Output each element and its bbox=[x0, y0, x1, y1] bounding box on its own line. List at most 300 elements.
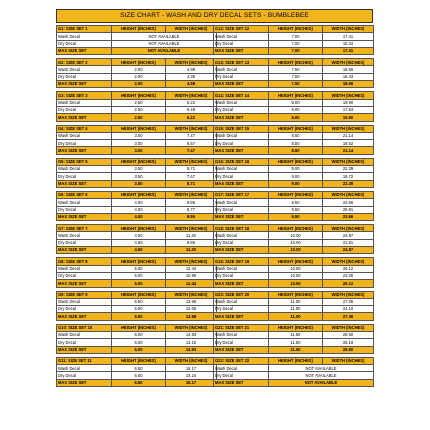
row-label: Dry Decal bbox=[214, 306, 269, 313]
width-value: 26.12 bbox=[323, 280, 374, 287]
height-value: 4.50 bbox=[112, 239, 166, 246]
size-set-name: G6: SIZE SET 6 bbox=[57, 191, 112, 198]
height-value: 5.00 bbox=[112, 265, 166, 272]
width-value: 18.62 bbox=[323, 140, 374, 147]
width-value: 7.47 bbox=[166, 147, 217, 154]
height-value: 9.50 bbox=[269, 213, 323, 220]
size-set-name: G19: SIZE SET 19 bbox=[214, 258, 269, 265]
row-label: Dry Decal bbox=[214, 372, 269, 379]
width-value: 28.60 bbox=[323, 331, 374, 338]
height-value: 7.00 bbox=[269, 40, 323, 47]
size-set-name: G1: SIZE SET 1 bbox=[57, 26, 112, 33]
row-label: Dry Decal bbox=[57, 206, 112, 213]
dry-decal-row bbox=[57, 106, 217, 113]
row-label: Wash Decal bbox=[214, 265, 269, 272]
size-set-name: G17: SIZE SET 17 bbox=[214, 191, 269, 198]
height-value: 6.50 bbox=[112, 379, 166, 386]
width-value: 27.36 bbox=[323, 313, 374, 320]
row-label: Dry Decal bbox=[57, 239, 112, 246]
row-label: Dry Decal bbox=[214, 339, 269, 346]
width-column-header: WIDTH (INCHES) bbox=[166, 59, 217, 66]
width-value: 19.90 bbox=[323, 114, 374, 121]
row-label: Wash Decal bbox=[57, 265, 112, 272]
row-label: Wash Decal bbox=[57, 166, 112, 173]
width-value: 18.66 bbox=[323, 81, 374, 88]
row-label: Dry Decal bbox=[214, 173, 269, 180]
row-label: MAX SIZE SET bbox=[57, 346, 112, 353]
max-size-row bbox=[57, 47, 217, 54]
width-column-header: WIDTH (INCHES) bbox=[166, 92, 217, 99]
width-value: 26.12 bbox=[323, 265, 374, 272]
row-label: Dry Decal bbox=[57, 272, 112, 279]
width-value: 16.17 bbox=[166, 365, 217, 372]
width-value: 5.48 bbox=[166, 106, 217, 113]
height-column-header: HEIGHT (INCHES) bbox=[269, 258, 323, 265]
width-value: 17.41 bbox=[323, 47, 374, 54]
height-value: 2.00 bbox=[112, 81, 166, 88]
size-set-header-row bbox=[214, 357, 374, 364]
height-column-header: HEIGHT (INCHES) bbox=[112, 92, 166, 99]
row-label: Wash Decal bbox=[57, 33, 112, 40]
width-value: 6.22 bbox=[166, 114, 217, 121]
max-size-row bbox=[214, 247, 374, 254]
width-value: 21.14 bbox=[323, 132, 374, 139]
size-set-table bbox=[56, 257, 217, 287]
width-column-header: WIDTH (INCHES) bbox=[166, 158, 217, 165]
size-set-table bbox=[56, 91, 217, 121]
row-label: Wash Decal bbox=[57, 199, 112, 206]
right-column bbox=[213, 25, 368, 390]
height-value: 4.50 bbox=[112, 232, 166, 239]
width-column-header: WIDTH (INCHES) bbox=[166, 291, 217, 298]
size-chart-sheet bbox=[56, 9, 373, 429]
row-label: Wash Decal bbox=[57, 365, 112, 372]
max-size-row bbox=[57, 213, 217, 220]
height-value: 10.50 bbox=[269, 272, 323, 279]
width-value: 13.68 bbox=[166, 298, 217, 305]
size-set-name: G5: SIZE SET 5 bbox=[57, 158, 112, 165]
dry-decal-row bbox=[214, 106, 374, 113]
height-value: 9.00 bbox=[269, 180, 323, 187]
row-label: Dry Decal bbox=[57, 40, 112, 47]
row-label: MAX SIZE SET bbox=[57, 180, 112, 187]
height-value: 2.00 bbox=[112, 66, 166, 73]
width-column-header: WIDTH (INCHES) bbox=[323, 225, 374, 232]
size-set-table bbox=[56, 125, 217, 155]
wash-decal-row bbox=[214, 298, 374, 305]
row-label: Dry Decal bbox=[57, 372, 112, 379]
row-label: Wash Decal bbox=[57, 331, 112, 338]
page-title: SIZE CHART - WASH AND DRY DECAL SETS - BUMBLEBEE bbox=[56, 9, 373, 23]
width-value: 27.36 bbox=[323, 298, 374, 305]
height-column-header: HEIGHT (INCHES) bbox=[269, 92, 323, 99]
width-value: 15.34 bbox=[323, 40, 374, 47]
dry-decal-row bbox=[214, 239, 374, 246]
width-value: 4.98 bbox=[166, 66, 217, 73]
width-column-header: WIDTH (INCHES) bbox=[166, 357, 217, 364]
height-value: 11.50 bbox=[269, 346, 323, 353]
size-set-header-row bbox=[214, 225, 374, 232]
max-size-row bbox=[214, 114, 374, 121]
wash-decal-row bbox=[214, 132, 374, 139]
size-set-table bbox=[213, 291, 374, 321]
row-label: Wash Decal bbox=[214, 99, 269, 106]
dry-decal-row bbox=[57, 239, 217, 246]
height-value: 11.00 bbox=[269, 306, 323, 313]
max-size-row bbox=[214, 313, 374, 320]
row-label: Dry Decal bbox=[214, 73, 269, 80]
height-column-header: HEIGHT (INCHES) bbox=[269, 191, 323, 198]
size-set-header-row bbox=[214, 125, 374, 132]
height-value: 3.00 bbox=[112, 147, 166, 154]
row-label: Wash Decal bbox=[214, 331, 269, 338]
size-set-header-row bbox=[214, 59, 374, 66]
height-value: 7.00 bbox=[269, 47, 323, 54]
row-label: MAX SIZE SET bbox=[214, 147, 269, 154]
width-value: 14.93 bbox=[166, 346, 217, 353]
row-label: Dry Decal bbox=[214, 106, 269, 113]
row-label: Wash Decal bbox=[214, 298, 269, 305]
size-set-table bbox=[213, 25, 374, 55]
max-size-row bbox=[57, 280, 217, 287]
dry-decal-row bbox=[214, 372, 374, 379]
width-value: 17.53 bbox=[323, 106, 374, 113]
wash-decal-row bbox=[214, 199, 374, 206]
wash-decal-row bbox=[57, 232, 217, 239]
size-set-header-row bbox=[57, 357, 217, 364]
row-label: Dry Decal bbox=[57, 173, 112, 180]
size-set-header-row bbox=[57, 26, 217, 33]
width-column-header: WIDTH (INCHES) bbox=[166, 324, 217, 331]
max-size-row bbox=[214, 147, 374, 154]
height-value: 6.00 bbox=[112, 339, 166, 346]
height-column-header: HEIGHT (INCHES) bbox=[112, 191, 166, 198]
height-column-header: HEIGHT (INCHES) bbox=[112, 291, 166, 298]
dry-decal-row bbox=[214, 40, 374, 47]
max-size-row bbox=[214, 180, 374, 187]
width-column-header: WIDTH (INCHES) bbox=[323, 357, 374, 364]
height-value: 11.50 bbox=[269, 331, 323, 338]
dry-decal-row bbox=[57, 306, 217, 313]
height-value: 2.00 bbox=[112, 73, 166, 80]
row-label: MAX SIZE SET bbox=[214, 379, 269, 386]
size-set-header-row bbox=[57, 225, 217, 232]
size-set-header-row bbox=[57, 158, 217, 165]
width-value: 8.71 bbox=[166, 166, 217, 173]
max-size-row bbox=[214, 280, 374, 287]
dry-decal-row bbox=[57, 40, 217, 47]
size-set-name: G11: SIZE SET 11 bbox=[57, 357, 112, 364]
row-label: MAX SIZE SET bbox=[214, 280, 269, 287]
width-column-header: WIDTH (INCHES) bbox=[323, 158, 374, 165]
max-size-row bbox=[57, 180, 217, 187]
max-size-row bbox=[214, 47, 374, 54]
width-column-header: WIDTH (INCHES) bbox=[323, 258, 374, 265]
row-label: MAX SIZE SET bbox=[57, 114, 112, 121]
height-value: 3.00 bbox=[112, 132, 166, 139]
width-value: 12.05 bbox=[166, 306, 217, 313]
size-set-name: G12: SIZE SET 12 bbox=[214, 26, 269, 33]
row-label: Dry Decal bbox=[214, 140, 269, 147]
height-value: 6.50 bbox=[112, 365, 166, 372]
height-value: 9.00 bbox=[269, 166, 323, 173]
size-set-table bbox=[56, 158, 217, 188]
width-column-header: WIDTH (INCHES) bbox=[323, 92, 374, 99]
size-set-header-row bbox=[214, 258, 374, 265]
size-set-name: G14: SIZE SET 14 bbox=[214, 92, 269, 99]
height-value: 5.50 bbox=[112, 313, 166, 320]
max-size-row bbox=[57, 81, 217, 88]
size-set-name: G2: SIZE SET 2 bbox=[57, 59, 112, 66]
max-size-row bbox=[57, 147, 217, 154]
wash-decal-row bbox=[214, 33, 374, 40]
width-value: 6.22 bbox=[166, 99, 217, 106]
wash-decal-row bbox=[214, 265, 374, 272]
not-available-cell: NOT AVAILABLE bbox=[112, 40, 217, 47]
height-value: 9.50 bbox=[269, 206, 323, 213]
width-value: 7.67 bbox=[166, 173, 217, 180]
height-value: 4.00 bbox=[112, 213, 166, 220]
row-label: MAX SIZE SET bbox=[57, 213, 112, 220]
width-value: 11.20 bbox=[166, 232, 217, 239]
width-value: 28.60 bbox=[323, 346, 374, 353]
height-value: 11.50 bbox=[269, 339, 323, 346]
height-column-header: HEIGHT (INCHES) bbox=[269, 324, 323, 331]
row-label: MAX SIZE SET bbox=[214, 213, 269, 220]
size-set-table bbox=[213, 257, 374, 287]
size-set-name: G13: SIZE SET 13 bbox=[214, 59, 269, 66]
width-column-header: WIDTH (INCHES) bbox=[323, 26, 374, 33]
width-value: 10.96 bbox=[166, 272, 217, 279]
wash-decal-row bbox=[57, 33, 217, 40]
height-value: 9.50 bbox=[269, 199, 323, 206]
row-label: Wash Decal bbox=[57, 66, 112, 73]
size-set-table bbox=[213, 58, 374, 88]
size-set-table bbox=[56, 191, 217, 221]
size-set-name: G7: SIZE SET 7 bbox=[57, 225, 112, 232]
row-label: MAX SIZE SET bbox=[57, 313, 112, 320]
height-value: 8.00 bbox=[269, 114, 323, 121]
height-value: 5.50 bbox=[112, 298, 166, 305]
row-label: Dry Decal bbox=[57, 339, 112, 346]
row-label: Wash Decal bbox=[57, 298, 112, 305]
row-label: Dry Decal bbox=[214, 272, 269, 279]
size-set-header-row bbox=[57, 291, 217, 298]
height-value: 5.00 bbox=[112, 272, 166, 279]
width-value: 8.77 bbox=[166, 206, 217, 213]
size-set-table bbox=[56, 291, 217, 321]
height-value: 8.00 bbox=[269, 99, 323, 106]
not-available-cell: NOT AVAILABLE bbox=[269, 379, 374, 386]
height-value: 4.50 bbox=[112, 247, 166, 254]
height-value: 10.50 bbox=[269, 265, 323, 272]
dry-decal-row bbox=[214, 306, 374, 313]
width-value: 21.14 bbox=[323, 147, 374, 154]
wash-decal-row bbox=[57, 66, 217, 73]
row-label: MAX SIZE SET bbox=[214, 346, 269, 353]
wash-decal-row bbox=[214, 331, 374, 338]
width-value: 12.44 bbox=[166, 280, 217, 287]
size-set-header-row bbox=[214, 191, 374, 198]
width-column-header: WIDTH (INCHES) bbox=[323, 191, 374, 198]
width-value: 16.43 bbox=[323, 73, 374, 80]
height-column-header: HEIGHT (INCHES) bbox=[112, 225, 166, 232]
height-value: 6.00 bbox=[112, 346, 166, 353]
height-value: 6.50 bbox=[112, 372, 166, 379]
size-set-table bbox=[56, 25, 217, 55]
width-value: 9.95 bbox=[166, 213, 217, 220]
height-value: 9.00 bbox=[269, 173, 323, 180]
height-value: 8.50 bbox=[269, 132, 323, 139]
height-value: 7.00 bbox=[269, 33, 323, 40]
size-set-header-row bbox=[57, 191, 217, 198]
size-set-table bbox=[213, 158, 374, 188]
width-value: 25.19 bbox=[323, 339, 374, 346]
width-value: 19.90 bbox=[323, 99, 374, 106]
dry-decal-row bbox=[57, 173, 217, 180]
width-column-header: WIDTH (INCHES) bbox=[166, 26, 217, 33]
width-value: 20.81 bbox=[323, 206, 374, 213]
row-label: Dry Decal bbox=[214, 239, 269, 246]
max-size-row bbox=[214, 346, 374, 353]
width-column-header: WIDTH (INCHES) bbox=[166, 258, 217, 265]
size-set-table bbox=[213, 125, 374, 155]
size-set-header-row bbox=[214, 324, 374, 331]
width-value: 9.86 bbox=[166, 239, 217, 246]
row-label: Dry Decal bbox=[57, 106, 112, 113]
width-value: 12.44 bbox=[166, 265, 217, 272]
height-value: 3.50 bbox=[112, 180, 166, 187]
height-column-header: HEIGHT (INCHES) bbox=[269, 225, 323, 232]
height-column-header: HEIGHT (INCHES) bbox=[269, 158, 323, 165]
height-value: 8.50 bbox=[269, 140, 323, 147]
width-value: 17.41 bbox=[323, 33, 374, 40]
max-size-row bbox=[57, 114, 217, 121]
wash-decal-row bbox=[214, 166, 374, 173]
not-available-cell: NOT AVAILABLE bbox=[269, 372, 374, 379]
size-set-name: G10: SIZE SET 10 bbox=[57, 324, 112, 331]
width-column-header: WIDTH (INCHES) bbox=[166, 225, 217, 232]
width-value: 9.95 bbox=[166, 199, 217, 206]
width-value: 7.47 bbox=[166, 132, 217, 139]
height-value: 2.50 bbox=[112, 99, 166, 106]
row-label: MAX SIZE SET bbox=[57, 280, 112, 287]
width-value: 16.17 bbox=[166, 379, 217, 386]
row-label: MAX SIZE SET bbox=[214, 313, 269, 320]
size-set-name: G15: SIZE SET 15 bbox=[214, 125, 269, 132]
height-value: 7.50 bbox=[269, 66, 323, 73]
row-label: MAX SIZE SET bbox=[57, 247, 112, 254]
max-size-row bbox=[214, 379, 374, 386]
height-column-header: HEIGHT (INCHES) bbox=[112, 258, 166, 265]
width-value: 4.38 bbox=[166, 73, 217, 80]
size-set-name: G16: SIZE SET 16 bbox=[214, 158, 269, 165]
height-value: 5.00 bbox=[112, 280, 166, 287]
width-value: 13.15 bbox=[166, 339, 217, 346]
row-label: Wash Decal bbox=[214, 66, 269, 73]
size-set-name: G21: SIZE SET 21 bbox=[214, 324, 269, 331]
width-value: 6.57 bbox=[166, 140, 217, 147]
row-label: Dry Decal bbox=[214, 206, 269, 213]
height-value: 4.00 bbox=[112, 206, 166, 213]
height-column-header: HEIGHT (INCHES) bbox=[269, 26, 323, 33]
height-column-header: HEIGHT (INCHES) bbox=[269, 357, 323, 364]
dry-decal-row bbox=[214, 206, 374, 213]
wash-decal-row bbox=[57, 298, 217, 305]
wash-decal-row bbox=[214, 99, 374, 106]
row-label: Wash Decal bbox=[214, 33, 269, 40]
height-value: 10.00 bbox=[269, 239, 323, 246]
row-label: Wash Decal bbox=[214, 166, 269, 173]
dry-decal-row bbox=[214, 140, 374, 147]
size-set-table bbox=[56, 224, 217, 254]
size-set-header-row bbox=[214, 291, 374, 298]
row-label: MAX SIZE SET bbox=[57, 47, 112, 54]
row-label: Wash Decal bbox=[214, 132, 269, 139]
max-size-row bbox=[214, 213, 374, 220]
size-set-name: G3: SIZE SET 3 bbox=[57, 92, 112, 99]
width-value: 14.24 bbox=[166, 372, 217, 379]
width-value: 21.91 bbox=[323, 239, 374, 246]
not-available-cell: NOT AVAILABLE bbox=[269, 365, 374, 372]
width-value: 24.10 bbox=[323, 306, 374, 313]
not-available-cell: NOT AVAILABLE bbox=[112, 33, 217, 40]
wash-decal-row bbox=[214, 232, 374, 239]
width-column-header: WIDTH (INCHES) bbox=[323, 59, 374, 66]
size-set-name: G8: SIZE SET 8 bbox=[57, 258, 112, 265]
dry-decal-row bbox=[57, 73, 217, 80]
height-value: 11.00 bbox=[269, 298, 323, 305]
height-value: 7.50 bbox=[269, 73, 323, 80]
row-label: MAX SIZE SET bbox=[57, 81, 112, 88]
size-set-table bbox=[213, 224, 374, 254]
row-label: Wash Decal bbox=[57, 232, 112, 239]
row-label: MAX SIZE SET bbox=[214, 81, 269, 88]
height-column-header: HEIGHT (INCHES) bbox=[112, 26, 166, 33]
size-set-header-row bbox=[57, 92, 217, 99]
row-label: Dry Decal bbox=[57, 73, 112, 80]
max-size-row bbox=[57, 247, 217, 254]
size-set-header-row bbox=[57, 258, 217, 265]
height-value: 3.50 bbox=[112, 166, 166, 173]
dry-decal-row bbox=[57, 140, 217, 147]
width-value: 22.39 bbox=[323, 180, 374, 187]
max-size-row bbox=[214, 81, 374, 88]
size-set-table bbox=[213, 191, 374, 221]
size-set-columns bbox=[56, 25, 373, 429]
width-value: 11.20 bbox=[166, 247, 217, 254]
size-set-header-row bbox=[214, 26, 374, 33]
size-set-table bbox=[213, 357, 374, 387]
dry-decal-row bbox=[214, 173, 374, 180]
row-label: MAX SIZE SET bbox=[214, 247, 269, 254]
size-set-table bbox=[56, 324, 217, 354]
size-set-table bbox=[56, 58, 217, 88]
wash-decal-row bbox=[57, 199, 217, 206]
dry-decal-row bbox=[57, 206, 217, 213]
height-column-header: HEIGHT (INCHES) bbox=[269, 59, 323, 66]
not-available-cell: NOT AVAILABLE bbox=[112, 47, 217, 54]
row-label: Dry Decal bbox=[214, 40, 269, 47]
height-column-header: HEIGHT (INCHES) bbox=[269, 125, 323, 132]
size-set-table bbox=[56, 357, 217, 387]
row-label: Wash Decal bbox=[214, 365, 269, 372]
max-size-row bbox=[57, 346, 217, 353]
width-value: 23.00 bbox=[323, 272, 374, 279]
height-value: 3.00 bbox=[112, 140, 166, 147]
wash-decal-row bbox=[57, 265, 217, 272]
height-value: 8.50 bbox=[269, 147, 323, 154]
